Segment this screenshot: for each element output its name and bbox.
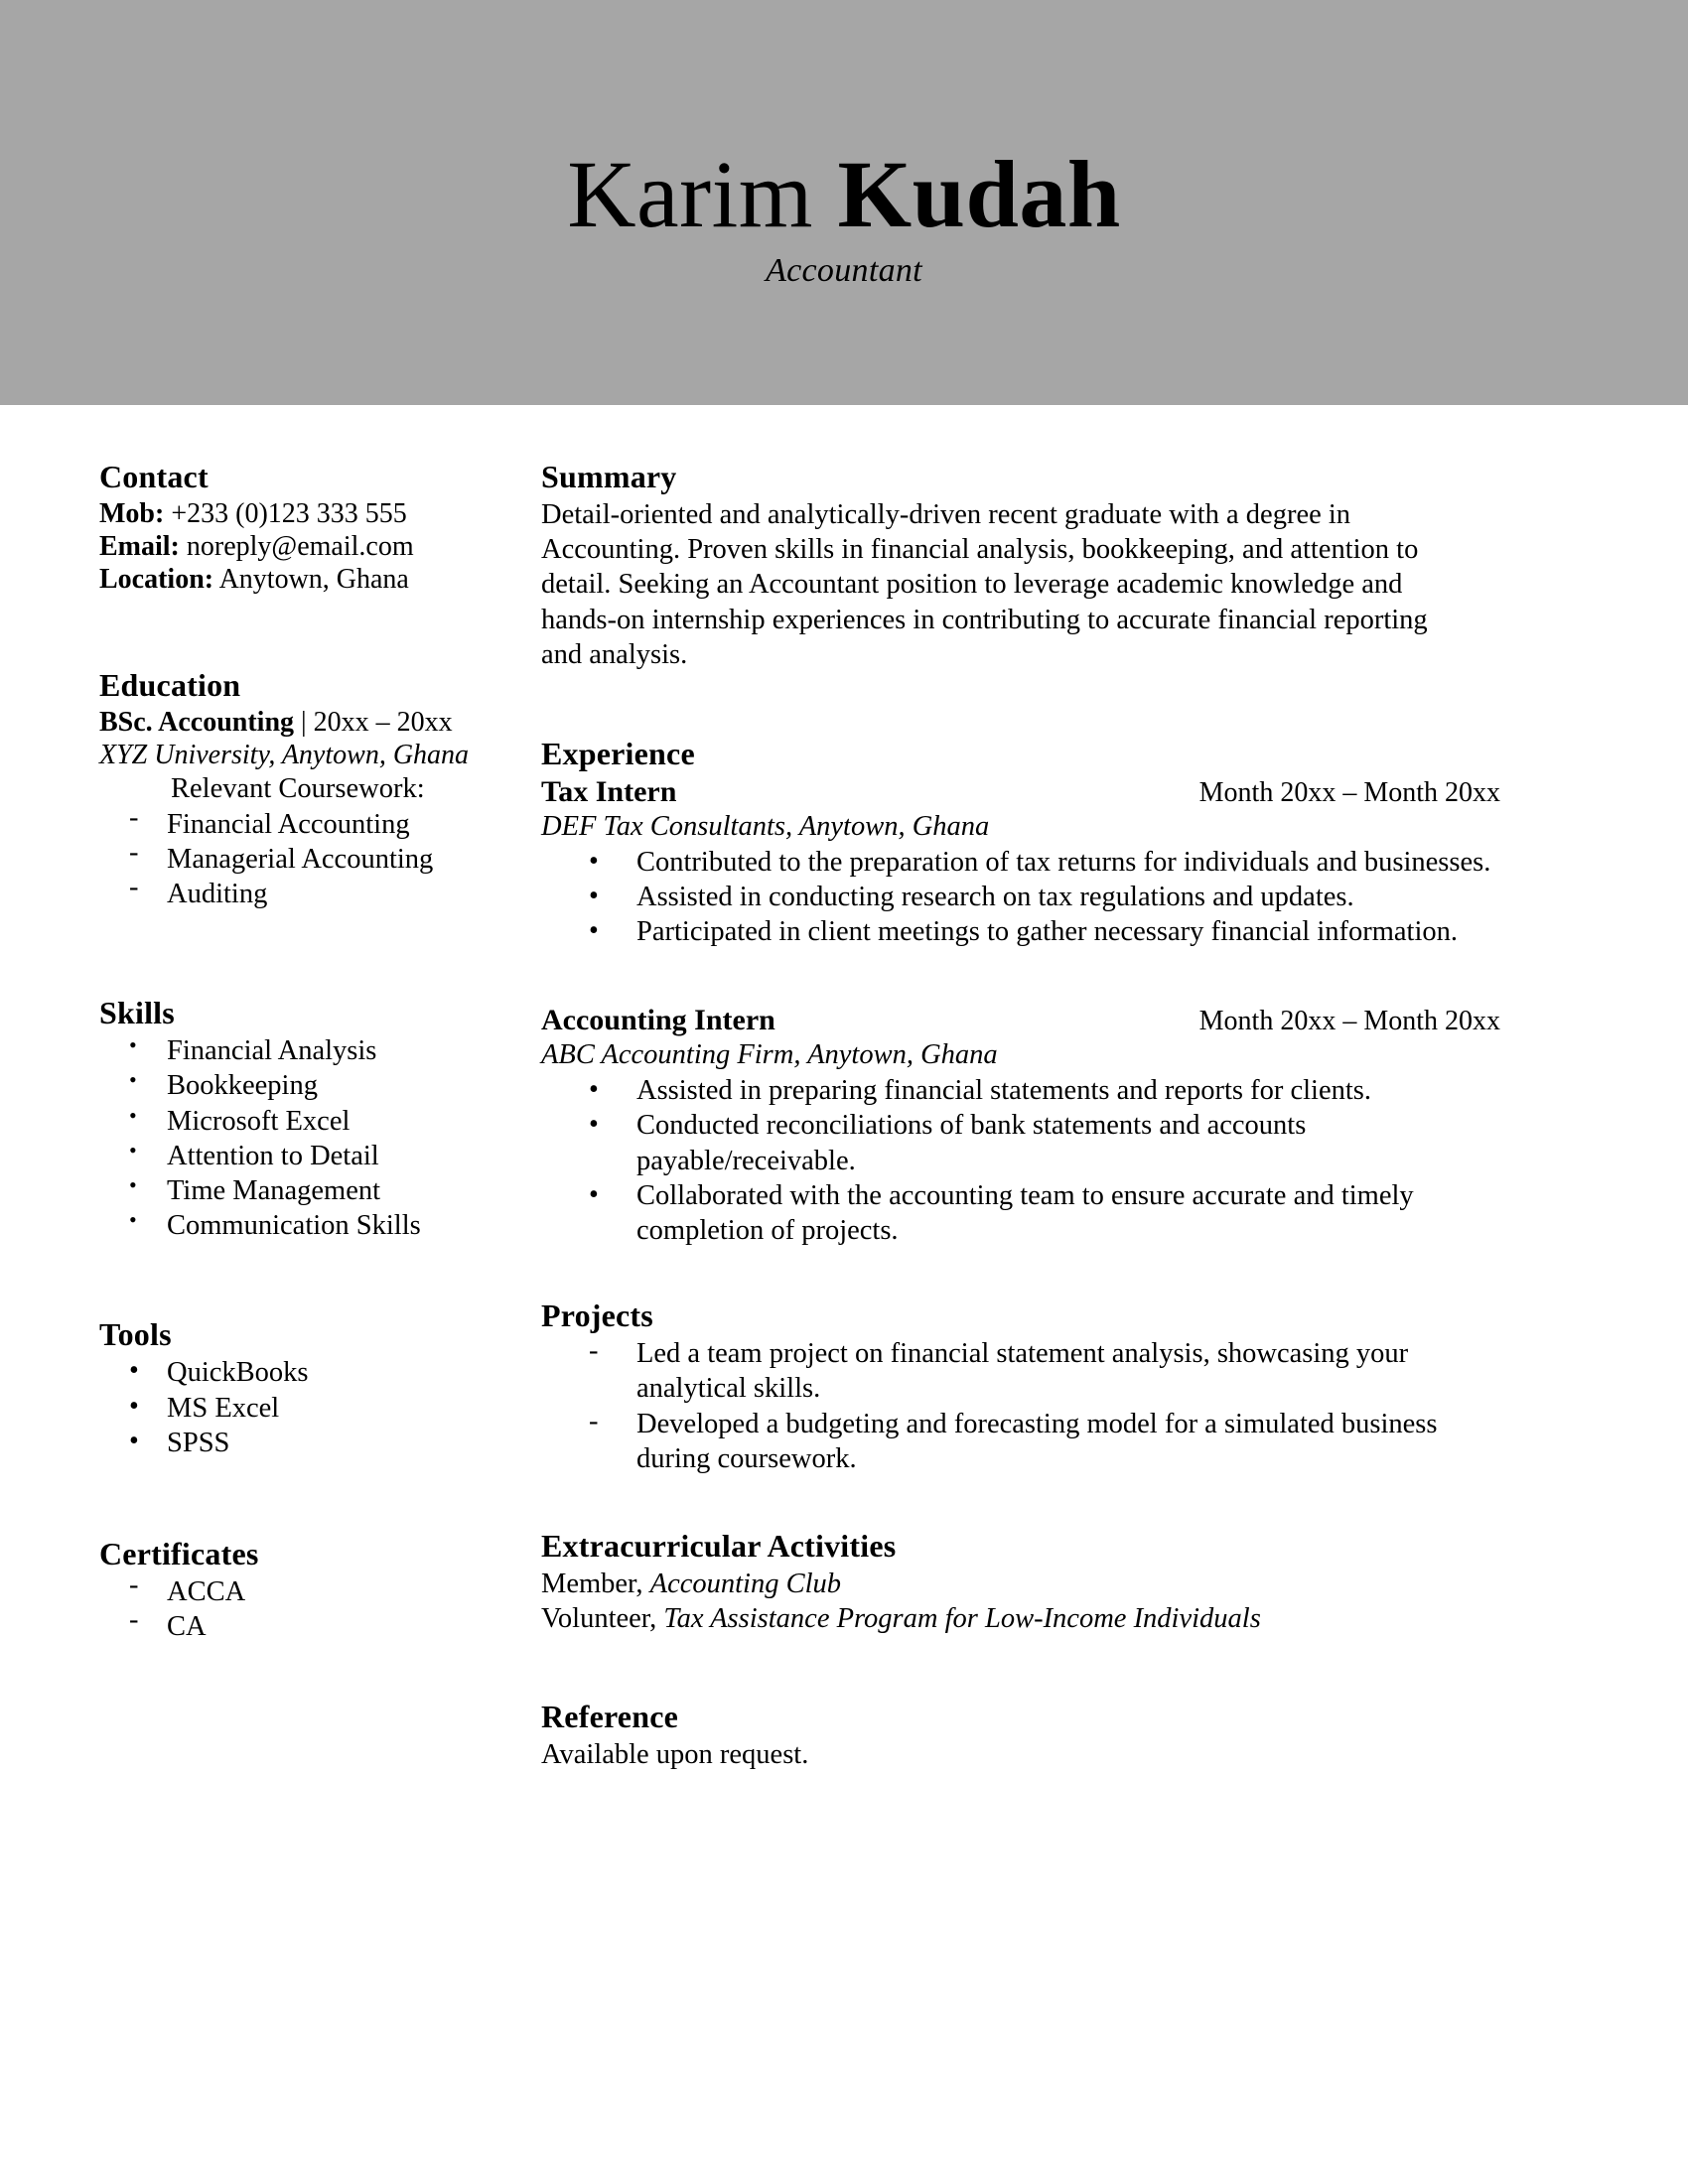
- coursework-list: [99, 801, 541, 912]
- reference-text: Available upon request.: [541, 1738, 809, 1770]
- list-item: [541, 914, 1499, 949]
- section-contact: [99, 459, 541, 596]
- extracurricular-heading: Extracurricular Activities: [541, 1528, 897, 1565]
- job-dates: Month 20xx – Month 20xx: [1198, 777, 1500, 809]
- contact-location: [99, 563, 541, 596]
- education-degree: BSc. Accounting: [99, 707, 295, 739]
- list-item: [541, 1407, 1499, 1476]
- education-separator: |: [294, 707, 314, 739]
- coursework-item: Auditing: [167, 878, 268, 909]
- education-dates: 20xx – 20xx: [313, 707, 453, 739]
- skill-item: Time Management: [167, 1174, 381, 1206]
- skills-list: [99, 1033, 541, 1243]
- list-item: [541, 1073, 1499, 1108]
- dash-bullet-icon: -: [129, 836, 139, 868]
- skill-item: Bookkeeping: [167, 1070, 318, 1102]
- disc-bullet-icon: •: [589, 1074, 599, 1106]
- list-item: [99, 1068, 541, 1103]
- reference-heading: Reference: [541, 1698, 679, 1734]
- dash-bullet-icon: -: [129, 1604, 139, 1636]
- contact-mobile-label: Mob:: [99, 498, 165, 530]
- list-item: [99, 1104, 541, 1139]
- spacer: [541, 1476, 1534, 1528]
- extracurricular-entry: [541, 1601, 1534, 1636]
- list-item: [99, 871, 541, 911]
- tools-heading: Tools: [99, 1316, 172, 1353]
- education-degree-line: [99, 706, 541, 739]
- section-reference: [541, 1699, 1534, 1772]
- skill-item: Financial Analysis: [167, 1035, 377, 1067]
- dot-bullet-icon: •: [129, 1137, 137, 1162]
- coursework-label: Relevant Coursework:: [171, 773, 425, 805]
- disc-bullet-icon: •: [589, 915, 599, 947]
- last-name: Kudah: [837, 141, 1121, 248]
- dot-bullet-icon: •: [129, 1102, 137, 1128]
- list-item: [99, 1355, 541, 1390]
- job-organization: DEF Tax Consultants, Anytown, Ghana: [541, 811, 990, 843]
- job-bullet-list: [541, 845, 1499, 950]
- skills-heading: Skills: [99, 995, 175, 1031]
- certificates-list: [99, 1570, 541, 1644]
- certificate-item: ACCA: [167, 1576, 246, 1608]
- tool-item: SPSS: [167, 1427, 230, 1458]
- list-item: [541, 1178, 1499, 1248]
- skill-item: Communication Skills: [167, 1210, 421, 1242]
- list-item: [99, 1033, 541, 1068]
- contact-location-label: Location:: [99, 564, 214, 596]
- job-bullet: Participated in client meetings to gather necessary financial information.: [636, 916, 1459, 948]
- full-name: [567, 141, 1121, 248]
- job-title-subtitle: Accountant: [766, 251, 922, 289]
- disc-bullet-icon: •: [589, 1178, 599, 1210]
- dash-bullet-icon: -: [129, 1570, 139, 1601]
- project-item: Led a team project on financial statement analysis, showcasing your analytical skills.: [636, 1338, 1409, 1405]
- tools-list: [99, 1355, 541, 1460]
- summary-heading: Summary: [541, 459, 677, 494]
- dot-bullet-icon: •: [129, 1067, 137, 1093]
- education-school: XYZ University, Anytown, Ghana: [99, 740, 470, 771]
- job-title: Accounting Intern: [541, 1004, 775, 1037]
- certificates-heading: Certificates: [99, 1536, 259, 1572]
- job-header-row: [541, 774, 1534, 810]
- list-item: [99, 1173, 541, 1208]
- contact-email-label: Email:: [99, 531, 180, 563]
- spacer: [99, 911, 541, 995]
- extracurricular-role: Member,: [541, 1569, 650, 1600]
- contact-email: [99, 530, 541, 563]
- left-column: [0, 459, 541, 1645]
- disc-bullet-icon: •: [589, 881, 599, 912]
- extracurricular-organization: Tax Assistance Program for Low-Income Individuals: [663, 1603, 1261, 1635]
- right-column: [541, 459, 1534, 1772]
- summary-text: Detail-oriented and analytically-driven recent graduate with a degree in Accounting. Proven skills in financial analysis, bookkeeping, and attention to detail. Seeking an Accountant position to leverage academic knowledge and hands-on internship experiences in contributing to accurate financial reporting and analysis.: [541, 499, 1428, 670]
- projects-list: [541, 1336, 1499, 1476]
- disc-bullet-icon: •: [589, 1109, 599, 1141]
- job-bullet: Conducted reconciliations of bank statements and accounts payable/receivable.: [636, 1110, 1307, 1176]
- spacer: [99, 1243, 541, 1316]
- job-bullet: Assisted in preparing financial statements and reports for clients.: [636, 1075, 1371, 1107]
- list-item: [99, 1139, 541, 1173]
- disc-bullet-icon: •: [129, 1425, 139, 1456]
- dash-bullet-icon: -: [129, 801, 139, 833]
- spacer: [99, 1460, 541, 1536]
- extracurricular-entry: [541, 1567, 1534, 1601]
- job-bullet: Assisted in conducting research on tax regulations and updates.: [636, 882, 1354, 913]
- dash-bullet-icon: -: [589, 1335, 599, 1367]
- body-columns: [0, 459, 1688, 1772]
- list-item: [541, 845, 1499, 880]
- job-bullet: Contributed to the preparation of tax returns for individuals and businesses.: [636, 846, 1491, 878]
- list-item: [541, 880, 1499, 914]
- list-item: [99, 1570, 541, 1609]
- skill-item: Attention to Detail: [167, 1140, 379, 1171]
- disc-bullet-icon: •: [589, 845, 599, 877]
- experience-entry: [541, 774, 1534, 949]
- disc-bullet-icon: •: [129, 1390, 139, 1422]
- coursework-item: Managerial Accounting: [167, 843, 434, 875]
- contact-location-value: Anytown, Ghana: [213, 564, 409, 596]
- contact-email-value: noreply@email.com: [179, 531, 414, 563]
- dash-bullet-icon: -: [129, 871, 139, 902]
- job-dates: Month 20xx – Month 20xx: [1198, 1006, 1500, 1037]
- education-heading: Education: [99, 667, 241, 704]
- first-name: Karim: [567, 141, 838, 248]
- coursework-item: Financial Accounting: [167, 808, 410, 840]
- section-tools: [99, 1316, 541, 1460]
- spacer: [541, 672, 1534, 736]
- job-bullet: Collaborated with the accounting team to ensure accurate and timely completion of projects.: [636, 1179, 1414, 1246]
- extracurricular-role: Volunteer,: [541, 1603, 664, 1635]
- list-item: [99, 1391, 541, 1426]
- job-title: Tax Intern: [541, 775, 677, 809]
- contact-heading: Contact: [99, 459, 209, 494]
- list-item: [99, 1208, 541, 1243]
- list-item: [99, 1426, 541, 1460]
- project-item: Developed a budgeting and forecasting model for a simulated business during coursework.: [636, 1408, 1438, 1474]
- extracurricular-organization: Accounting Club: [649, 1569, 842, 1600]
- projects-heading: Projects: [541, 1297, 653, 1334]
- section-skills: [99, 995, 541, 1243]
- list-item: [99, 1604, 541, 1644]
- dot-bullet-icon: •: [129, 1032, 137, 1058]
- spacer: [541, 1248, 1534, 1297]
- job-organization: ABC Accounting Firm, Anytown, Ghana: [541, 1039, 998, 1071]
- skill-item: Microsoft Excel: [167, 1105, 351, 1137]
- dash-bullet-icon: -: [589, 1405, 599, 1436]
- section-projects: [541, 1297, 1534, 1476]
- dot-bullet-icon: •: [129, 1207, 137, 1233]
- experience-heading: Experience: [541, 736, 695, 772]
- section-education: [99, 667, 541, 911]
- tool-item: QuickBooks: [167, 1357, 309, 1389]
- list-item: [541, 1108, 1499, 1177]
- dot-bullet-icon: •: [129, 1171, 137, 1197]
- job-bullet-list: [541, 1073, 1499, 1248]
- section-experience: [541, 736, 1534, 1248]
- list-item: [99, 836, 541, 877]
- list-item: [541, 1336, 1499, 1406]
- list-item: [99, 801, 541, 842]
- job-header-row: [541, 1003, 1534, 1038]
- spacer: [541, 949, 1534, 1003]
- section-certificates: [99, 1536, 541, 1644]
- certificate-item: CA: [167, 1611, 207, 1643]
- section-extracurricular: [541, 1528, 1534, 1636]
- section-summary: [541, 459, 1534, 672]
- tool-item: MS Excel: [167, 1392, 280, 1424]
- disc-bullet-icon: •: [129, 1355, 139, 1387]
- spacer: [99, 596, 541, 667]
- contact-mobile: [99, 497, 541, 530]
- contact-mobile-value: +233 (0)123 333 555: [164, 498, 407, 530]
- header-content: [0, 0, 1688, 405]
- spacer: [541, 1637, 1534, 1699]
- experience-entry: [541, 1003, 1534, 1248]
